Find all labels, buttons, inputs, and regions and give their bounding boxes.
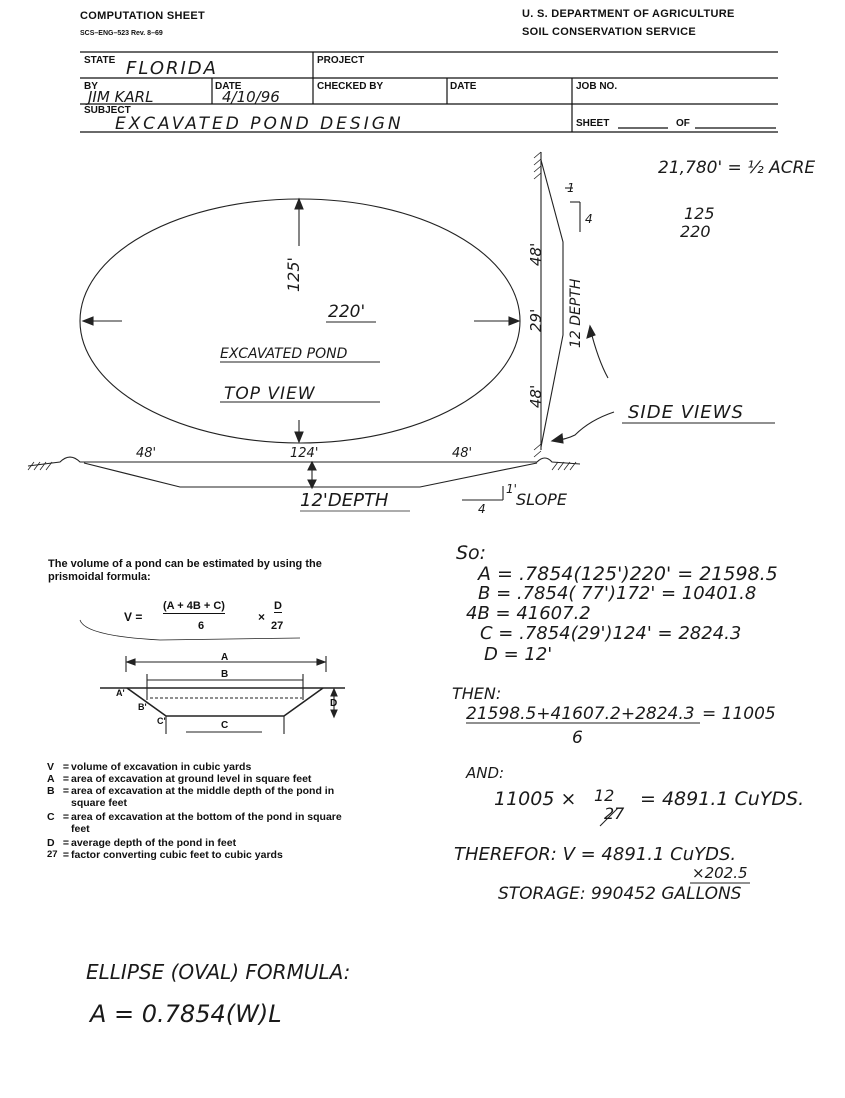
formula-27: 27 [271,620,284,632]
legend-text: area of excavation at ground level in square feet [71,773,312,785]
legend-key: 27 [47,849,58,860]
legend-row: A = area of excavation at ground level in square feet [47,773,312,785]
cross-slope-v: 1' [506,482,517,496]
legend-key: A [47,773,55,785]
top-view-width-label: 125' [284,257,303,292]
cross-bottom-len: 124' [290,446,319,461]
legend-text: average depth of the pond in feet [71,837,237,849]
legend-key: C [47,811,55,823]
formula-denominator: 6 [198,620,205,632]
side-seg-mid: 29' [527,308,545,332]
calc-and-result: = 4891.1 CuYDS. [640,788,805,810]
calc-d-line: D = 12' [484,644,553,665]
cross-slope-h: 4 [478,502,486,516]
cross-left-seg: 48' [136,446,157,461]
legend-row: C = area of excavation at the bottom of the pond in square feet [47,811,377,835]
formula-intro: The volume of a pond can be estimated by using the prismoidal formula: [48,558,322,583]
side-slope-v: 1 [567,181,575,195]
legend-key: D [47,837,55,849]
form-number: SCS–ENG–523 Rev. 8–69 [80,30,163,37]
calc-4b-line: 4B = 41607.2 [466,603,591,624]
side-seg-bottom: 48' [527,384,545,408]
acre-note: 21,780' = ½ ACRE [658,158,816,178]
formula-v: V = [124,610,143,624]
state-label: STATE [84,55,116,66]
date-label: DATE [215,81,242,92]
legend-text: area of excavation at the middle depth of the pond in square feet [71,785,335,809]
note-125: 125 [684,204,715,223]
top-view-subtitle: TOP VIEW [224,384,316,404]
by-label: BY [84,81,98,92]
legend-row: D = average depth of the pond in feet [47,837,237,849]
legend-text: factor converting cubic feet to cubic yards [71,849,283,861]
project-label: PROJECT [317,55,365,66]
ellipse-formula-title: ELLIPSE (OVAL) FORMULA: [86,960,351,984]
legend-row: 27 = factor converting cubic feet to cubic yards [47,849,283,861]
calc-and: AND: [466,764,505,782]
of-label: OF [676,118,690,129]
formula-times: × [258,610,266,624]
top-view-length-label: 220' [328,302,366,322]
note-220: 220 [680,222,711,241]
side-slope-h: 4 [585,212,593,226]
form-title: COMPUTATION SHEET [80,10,206,22]
calc-then-result: = 11005 [702,704,776,724]
checked-by-label: CHECKED BY [317,81,384,92]
side-seg-top: 48' [527,242,545,266]
legend-key: B [47,785,55,797]
figure-label-c: C [221,720,229,731]
state-value: FLORIDA [126,58,218,79]
calc-and-frac-num: 12 [594,786,615,805]
legend-text: volume of excavation in cubic yards [71,761,252,773]
figure-label-b: B [221,669,229,680]
legend-row: B = area of excavation at the middle depth of the pond in square feet [47,785,377,809]
by-value: JIM KARL [88,88,154,106]
calc-a-line: A = .7854(125')220' = 21598.5 [478,563,778,585]
calc-and-line: 11005 × [494,788,577,810]
calc-then-numerator: 21598.5+41607.2+2824.3 [466,704,695,724]
pond-top-view-ellipse [80,199,520,443]
formula-numerator: (A + 4B + C) [163,600,225,612]
subject-value: EXCAVATED POND DESIGN [115,114,404,134]
ellipse-formula: A = 0.7854(W)L [90,1000,282,1028]
side-depth: 12 DEPTH [568,278,584,348]
subject-label: SUBJECT [84,105,131,116]
agency-line-1: U. S. DEPARTMENT OF AGRICULTURE [522,8,735,20]
date-value: 4/10/96 [222,88,280,106]
calc-therefor: THEREFOR: V = 4891.1 CuYDS. [454,844,737,865]
formula-d: D [274,600,282,612]
legend-row: V = volume of excavation in cubic yards [47,761,252,773]
calc-and-frac-den: 27 [604,804,625,823]
legend [47,761,377,861]
calc-then: THEN: [452,684,502,703]
figure-label-a-prime: A' [116,688,125,698]
sheet-label: SHEET [576,118,610,129]
cross-slope-label: SLOPE [516,490,567,509]
side-views-label: SIDE VIEWS [628,402,744,423]
job-no-label: JOB NO. [576,81,618,92]
legend-key: V [47,761,55,773]
calc-multiplier: ×202.5 [692,864,748,882]
figure-label-c-prime: C' [157,716,166,726]
calc-so: So: [456,542,487,564]
calc-then-denominator: 6 [572,728,583,748]
calc-storage: STORAGE: 990452 GALLONS [498,884,742,904]
figure-label-d: D [330,698,338,709]
cross-right-seg: 48' [452,446,473,461]
date2-label: DATE [450,81,477,92]
agency-line-2: SOIL CONSERVATION SERVICE [522,26,696,38]
figure-label-a: A [221,652,229,663]
calc-b-line: B = .7854( 77')172' = 10401.8 [478,583,757,604]
cross-depth: 12'DEPTH [300,490,389,511]
top-view-title: EXCAVATED POND [220,346,348,362]
figure-label-b-prime: B' [138,702,147,712]
calc-c-line: C = .7854(29')124' = 2824.3 [480,623,742,644]
legend-text: area of excavation at the bottom of the pond in square feet [71,811,342,835]
